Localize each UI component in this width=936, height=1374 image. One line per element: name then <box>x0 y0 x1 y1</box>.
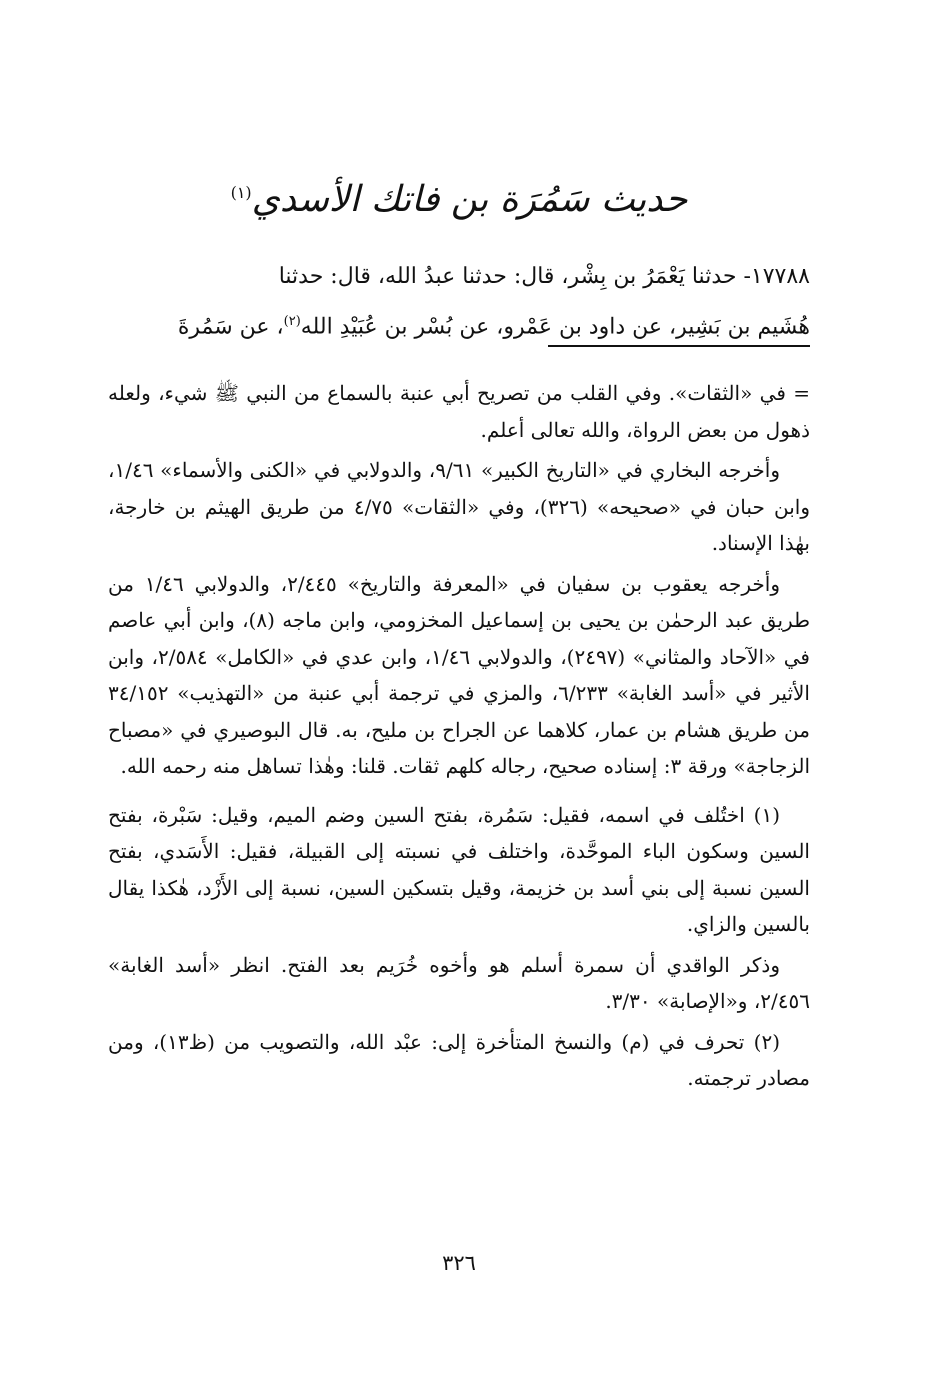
hadith-text <box>108 254 810 349</box>
footnote-1-waqidi: وذكر الواقدي أن سمرة أسلم هو وأخوه خُرَيم بعد الفتح. انظر «أسد الغابة» ٢/٤٥٦، و«الإصابة» ٣/٣٠. <box>108 952 810 1013</box>
chapter-title <box>108 168 810 225</box>
hadith-footnote-marker: (٢) <box>283 314 301 329</box>
hadith-line-1: ١٧٧٨٨- حدثنا يَعْمَرُ بن بِشْر، قال: حدثنا عبدُ الله، قال: حدثنا <box>278 264 810 289</box>
chapter-title-text: حديث سَمُرَة بن فاتك الأسدي <box>251 179 688 220</box>
footnote-continuation: = في «الثقات». وفي القلب من تصريح أبي عنبة بالسماع من النبي ﷺ شيء، ولعله ذهول من بعض الرواة، والله تعالى أعلم. <box>108 381 810 442</box>
hadith-line-2-end: ، عن سَمُرةَ <box>177 314 284 340</box>
footnote-paragraph-bukhari: وأخرجه البخاري في «التاريخ الكبير» ٩/٦١، والدولابي في «الكنى والأسماء» ١/٤٦، وابن حبان في «صحيحه» (٣٢٦)، وفي «الثقات» ٤/٧٥ من طريق الهيثم بن خارجة، بهٰذا الإسناد. <box>108 458 811 555</box>
hadith-line-2-text: هُشَيم بن بَشِير، عن داود بن عَمْرو، عن بُسْر بن عُبَيْدِ الله <box>300 314 810 340</box>
footnote-paragraph-yaqub: وأخرجه يعقوب بن سفيان في «المعرفة والتاريخ» ٢/٤٤٥، والدولابي ١/٤٦ من طريق عبد الرحمٰن بن يحيى بن إسماعيل المخزومي، وابن ماجه (٨)، وابن أبي عاصم في «الآحاد والمثاني» (٢٤٩٧)، والدولابي ١/٤٦، وابن عدي في «الكامل» ٢/٥٨٤، وابن الأثير في «أسد الغابة» ٦/٢٣٣، والمزي في ترجمة أبي عنبة من «التهذيب» ٣٤/١٥٢ من طريق هشام بن عمار، كلاهما عن الجراح بن مليح، به. قال البوصيري في «مصباح الزجاجة» ورقة ٣: إسناده صحيح، رجاله كلهم ثقات. قلنا: وهٰذا تساهل منه رحمه الله. <box>108 571 811 778</box>
chapter-title-footnote-marker: (١) <box>230 183 252 202</box>
footnote-2: (٢) تحرف في (م) والنسخ المتأخرة إلى: عبْد الله، والتصويب من (ظ١٣)، ومن مصادر ترجمته. <box>108 1029 810 1090</box>
footnote-separator <box>548 345 810 347</box>
footnote-1: (١) اختُلف في اسمه، فقيل: سَمُرة، بفتح السين وضم الميم، وقيل: سَبْرة، بفتح السين وسكون الباء الموحَّدة، واختلف في نسبته إلى القبيلة، فقيل: الأَسَدي، بفتح السين نسبة إلى بني أسد بن خزيمة، وقيل بتسكين السين، نسبة إلى الأَزْد، هٰكذا يقال بالسين والزاي. <box>108 802 810 936</box>
page-number: ٣٢٦ <box>442 1251 476 1275</box>
hadith-line-2 <box>108 299 810 349</box>
footnotes <box>108 375 810 1097</box>
